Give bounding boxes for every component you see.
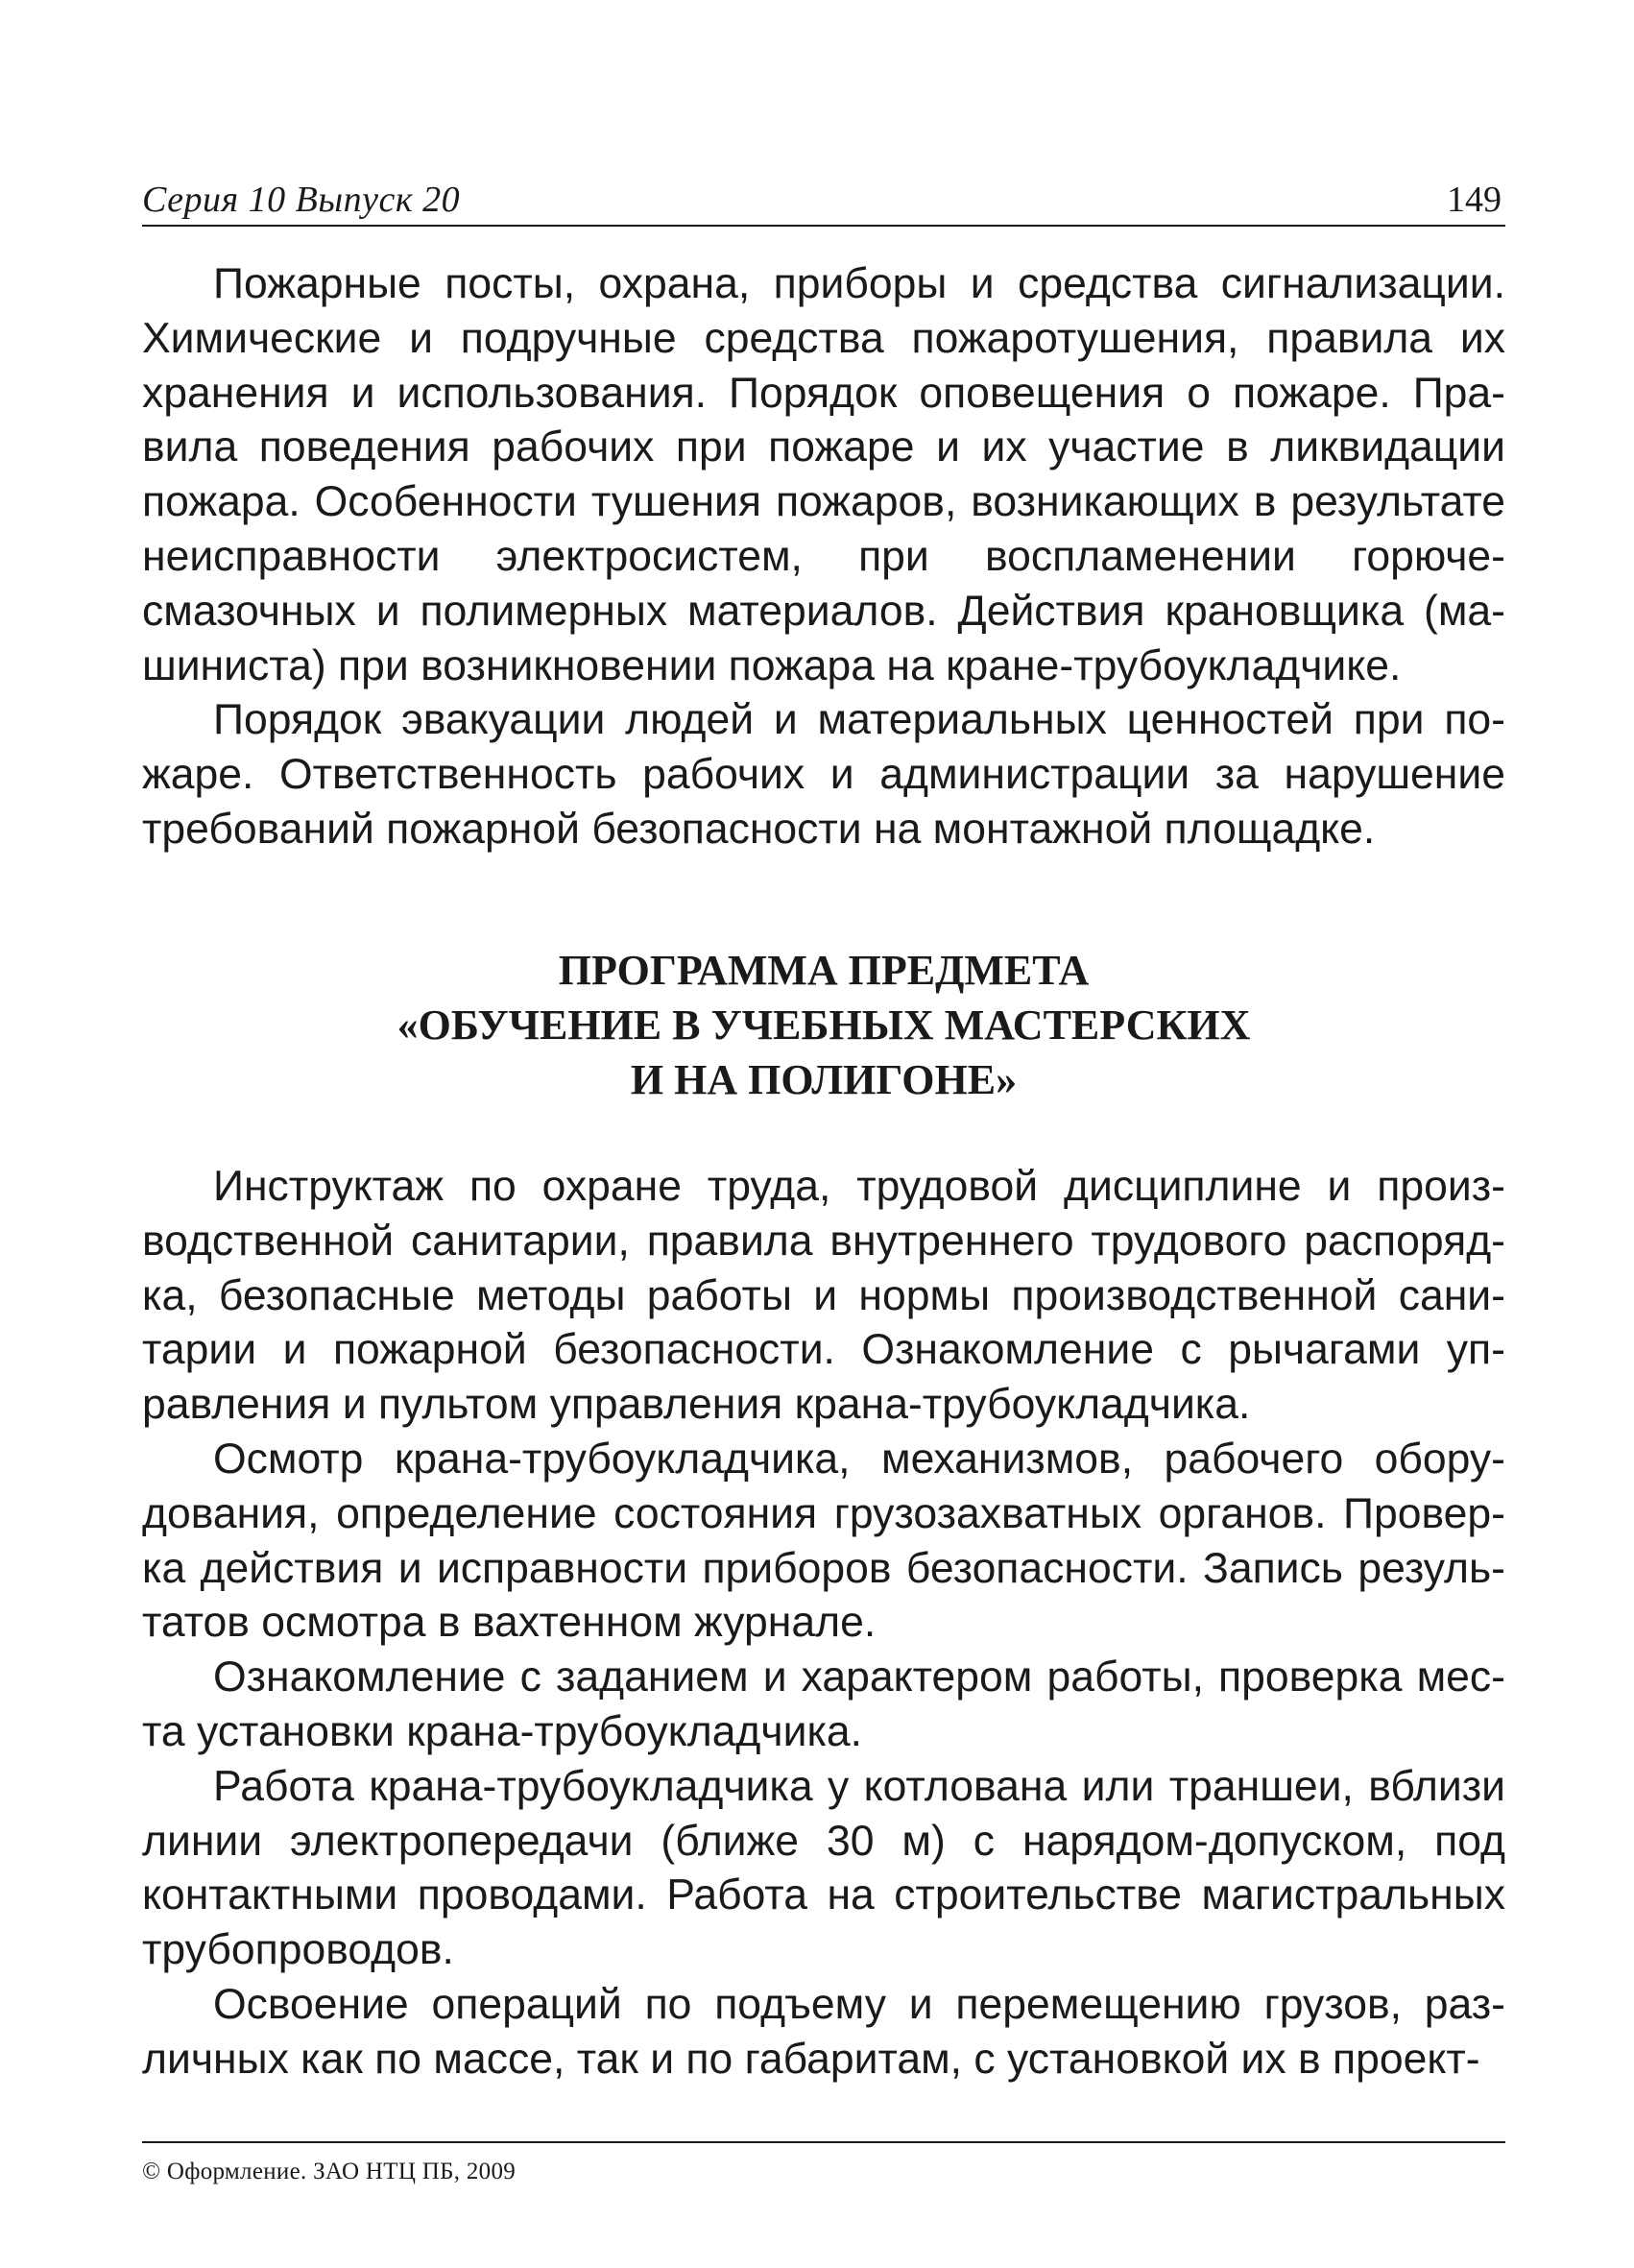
heading-line: И НА ПОЛИГОНЕ» xyxy=(630,1056,1018,1103)
heading-line: ПРОГРАММА ПРЕДМЕТА xyxy=(558,947,1090,994)
text-block-fire-safety xyxy=(142,257,1505,857)
footer-divider xyxy=(142,2141,1505,2143)
paragraph: Порядок эвакуации людей и материальных ценностей при пожаре. Ответственность рабочих и администрации за нарушение требований пожарной безопасности на монтажной площадке. xyxy=(142,696,1505,853)
text-block-training-program xyxy=(142,1160,1505,2087)
paragraph: Пожарные посты, охрана, приборы и средства сигнализации. Химические и подручные средства пожаротушения, правила их хранения и использования. Порядок оповещения о пожаре. Правила поведения рабочих при пожаре и их участие в ликвидации пожара. Особенности тушения пожаров, возникающих в результате неисправности электросистем, при воспламенении горючесмазочных и полимерных материалов. Действия крановщика (машиниста) при возникновении пожара на кране-трубоукладчике. xyxy=(142,260,1505,689)
copyright-footer: © Оформление. ЗАО НТЦ ПБ, 2009 xyxy=(142,2159,517,2184)
heading-line: «ОБУЧЕНИЕ В УЧЕБНЫХ МАСТЕРСКИХ xyxy=(396,1001,1251,1049)
paragraph: Инструктаж по охране труда, трудовой дисциплине и производственной санитарии, правила внутреннего трудового распорядка, безопасные методы работы и нормы производственной санитарии и пожарной безопасности. Ознакомление с рычагами управления и пультом управления крана-трубоукладчика. xyxy=(142,1163,1505,1429)
section-heading xyxy=(142,943,1505,1107)
series-label: Серия 10 Выпуск 20 xyxy=(142,180,461,220)
running-header xyxy=(142,181,1505,227)
paragraph: Освоение операций по подъему и перемещению грузов, различных как по массе, так и по габаритам, с установкой их в проект- xyxy=(142,1980,1505,2083)
page-number: 149 xyxy=(1447,180,1502,220)
paragraph: Осмотр крана-трубоукладчика, механизмов, рабочего оборудования, определение состояния грузозахватных органов. Проверка действия и исправности приборов безопасности. Запись результатов осмотра в вахтенном журнале. xyxy=(142,1435,1505,1647)
paragraph: Ознакомление с заданием и характером работы, проверка места установки крана-трубоукладчика. xyxy=(142,1653,1505,1755)
paragraph: Работа крана-трубоукладчика у котлована или траншеи, вблизи линии электропередачи (ближе 30 м) с нарядом-допуском, под контактными проводами. Работа на строительстве магистральных трубопроводов. xyxy=(142,1762,1505,1974)
